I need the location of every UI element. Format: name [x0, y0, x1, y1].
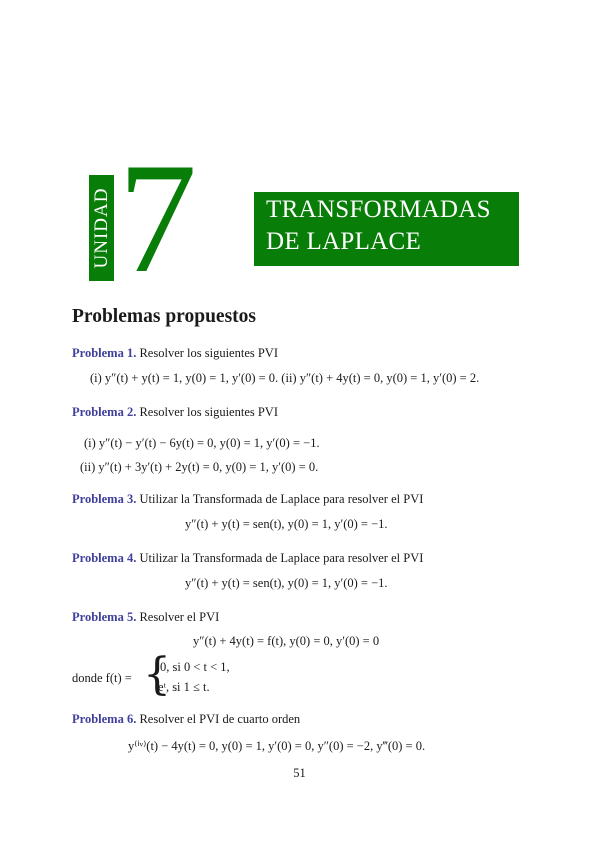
unit-label: UNIDAD: [90, 187, 112, 269]
problem-text: Resolver los siguientes PVI: [139, 346, 279, 360]
piecewise-case-1: 0, si 0 < t < 1,: [160, 660, 230, 674]
unit-label-box: [89, 175, 114, 281]
problem-4-heading: [72, 551, 423, 566]
problem-label: Problema 1.: [72, 346, 137, 360]
problem-6-heading: [72, 712, 300, 727]
problem-5-heading: [72, 610, 219, 625]
problem-6-equation: y⁽ⁱᵛ⁾(t) − 4y(t) = 0, y(0) = 1, y′(0) = 0, y″(0) = −2, y‴(0) = 0.: [128, 739, 426, 753]
problem-text: Resolver el PVI de cuarto orden: [139, 712, 301, 726]
problem-text: Utilizar la Transformada de Laplace para resolver el PVI: [139, 551, 424, 565]
problem-label: Problema 3.: [72, 492, 137, 506]
problem-3-heading: [72, 492, 423, 507]
problem-text: Resolver los siguientes PVI: [139, 405, 279, 419]
piecewise-brace: {: [143, 649, 171, 700]
problem-1-heading: [72, 346, 278, 361]
problem-5-equation: y″(t) + 4y(t) = f(t), y(0) = 0, y′(0) = 0: [193, 634, 380, 648]
chapter-title-line2: DE LAPLACE: [266, 228, 422, 255]
problem-text: Utilizar la Transformada de Laplace para resolver el PVI: [139, 492, 424, 506]
chapter-title-line1: TRANSFORMADAS: [266, 196, 491, 223]
problem-label: Problema 5.: [72, 610, 137, 624]
unit-number: 7: [118, 131, 197, 306]
problem-label: Problema 6.: [72, 712, 137, 726]
problem-3-equation: y″(t) + y(t) = sen(t), y(0) = 1, y′(0) = −1.: [185, 517, 388, 531]
problem-4-equation: y″(t) + y(t) = sen(t), y(0) = 1, y′(0) = −1.: [185, 576, 388, 590]
piecewise-case-2: eᵗ, si 1 ≤ t.: [158, 680, 210, 694]
problem-2-equation-ii: (ii) y″(t) + 3y′(t) + 2y(t) = 0, y(0) = 1, y′(0) = 0.: [80, 460, 319, 474]
chapter-title-box: [254, 192, 519, 266]
section-title: Problemas propuestos: [72, 306, 257, 327]
problem-2-heading: [72, 405, 278, 420]
page-number: 51: [293, 766, 306, 780]
problem-label: Problema 4.: [72, 551, 137, 565]
piecewise-lead: donde f(t) =: [72, 671, 132, 685]
problem-label: Problema 2.: [72, 405, 137, 419]
problem-1-equation: (i) y″(t) + y(t) = 1, y(0) = 1, y′(0) = 0. (ii) y″(t) + 4y(t) = 0, y(0) = 1, y′(0) = 2.: [90, 371, 480, 385]
problem-text: Resolver el PVI: [139, 610, 220, 624]
problem-2-equation-i: (i) y″(t) − y′(t) − 6y(t) = 0, y(0) = 1, y′(0) = −1.: [84, 436, 320, 450]
